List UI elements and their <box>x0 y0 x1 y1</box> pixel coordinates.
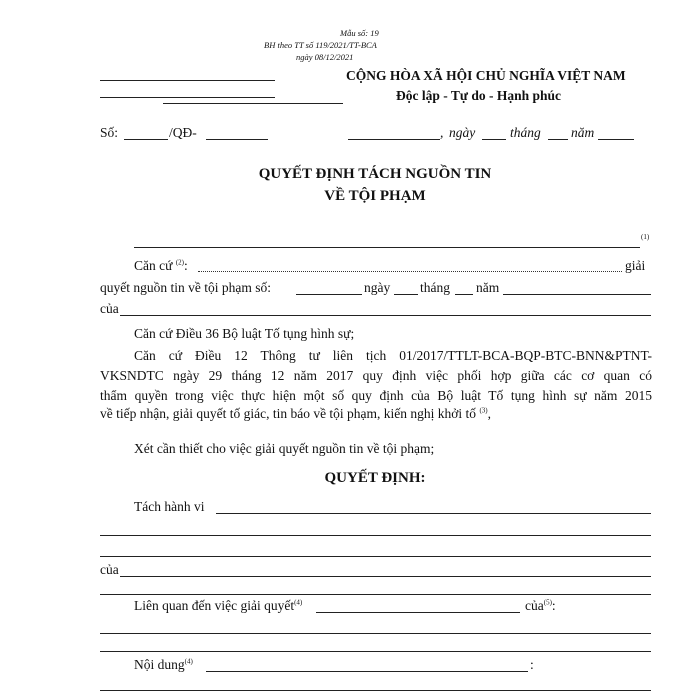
tach-hanh-vi-label: Tách hành vi <box>134 499 205 514</box>
nguon-tin-number-field[interactable] <box>296 294 362 295</box>
authority-field[interactable] <box>134 247 640 248</box>
document-title-line2: VỀ TỘI PHẠM <box>324 188 426 204</box>
decision-cua-label: của <box>100 562 119 577</box>
lien-quan-label: Liên quan đến việc giải quyết$^{(4)}$ <box>134 598 303 613</box>
nguon-tin-label: quyết nguồn tin về tội phạm số: <box>100 280 271 295</box>
giai-text: giải <box>625 258 646 273</box>
document-title-line1: QUYẾT ĐỊNH TÁCH NGUỒN TIN <box>258 166 492 182</box>
national-motto: Độc lập - Tự do - Hạnh phúc <box>396 88 562 103</box>
form-date: ngày 08/12/2021 <box>296 52 354 62</box>
nguon-tin-thang-label: tháng <box>420 280 450 295</box>
nguon-tin-day-field[interactable] <box>394 294 418 295</box>
tach-hanh-vi-field[interactable] <box>216 513 651 514</box>
agency-line-2[interactable] <box>100 97 275 98</box>
decision-cua-line-2[interactable] <box>100 594 651 595</box>
qd-label: /QĐ- <box>169 125 197 140</box>
form-number: Mẫu số: 19 <box>340 28 379 38</box>
nguon-tin-nam-label: năm <box>476 280 500 295</box>
tach-hanh-vi-line-3[interactable] <box>100 556 651 557</box>
noi-dung-colon: : <box>530 657 534 672</box>
noi-dung-field[interactable] <box>206 671 528 672</box>
paragraph-line-2: VKSNDTC ngày 29 tháng 12 năm 2017 quy định việc phối hợp giữa các cơ quan có <box>100 368 652 383</box>
ref-day-field[interactable] <box>482 139 506 140</box>
so-label: Số: <box>100 125 119 140</box>
nguon-tin-ngay-label: ngày <box>364 280 391 295</box>
decision-cua-field[interactable] <box>120 576 651 577</box>
paragraph-line-3: thẩm quyền trong việc thực hiện một số quy định của Bộ luật Tố tụng hình sự năm 2015 <box>100 388 652 403</box>
qd-code-field[interactable] <box>206 139 268 140</box>
lien-quan-line-3[interactable] <box>100 651 651 652</box>
lien-quan-line-2[interactable] <box>100 633 651 634</box>
ref-thang-label: tháng <box>510 125 541 140</box>
cua-label: của <box>100 301 119 316</box>
xet-can-thiet: Xét cần thiết cho việc giải quyết nguồn tin về tội phạm; <box>134 441 435 456</box>
nguon-tin-month-field[interactable] <box>455 294 473 295</box>
noi-dung-line-2[interactable] <box>100 690 651 691</box>
form-regulation: BH theo TT số 119/2021/TT-BCA <box>264 40 377 50</box>
can-cu-dieu-36: Căn cứ Điều 36 Bộ luật Tố tụng hình sự; <box>134 326 355 341</box>
ref-year-field[interactable] <box>598 139 634 140</box>
decision-heading: QUYẾT ĐỊNH: <box>324 470 426 486</box>
paragraph-line-4: về tiếp nhận, giải quyết tố giác, tin báo về tội phạm, kiến nghị khởi tố $^{(3)}$, <box>100 406 491 421</box>
nguon-tin-year-field[interactable] <box>503 294 651 295</box>
place-field[interactable] <box>348 139 440 140</box>
agency-underline <box>163 103 343 104</box>
can-cu-field[interactable] <box>198 271 622 272</box>
noi-dung-label: Nội dung$^{(4)}$ <box>134 657 193 672</box>
lien-quan-field[interactable] <box>316 612 520 613</box>
ref-nam-label: năm <box>571 125 595 140</box>
ref-month-field[interactable] <box>548 139 568 140</box>
nation-title: CỘNG HÒA XÃ HỘI CHỦ NGHĨA VIỆT NAM <box>346 68 626 83</box>
tach-hanh-vi-line-2[interactable] <box>100 535 651 536</box>
cua-field[interactable] <box>120 315 651 316</box>
footnote-ref-1: (1) <box>641 233 650 241</box>
ref-ngay-label: ngày <box>449 125 476 140</box>
ref-comma: , <box>440 125 444 140</box>
can-cu-label: Căn cứ $^{(2)}$: <box>134 258 188 273</box>
so-field[interactable] <box>124 139 168 140</box>
agency-line-1[interactable] <box>100 80 275 81</box>
lien-quan-cua: của$^{(5)}$: <box>525 598 556 613</box>
paragraph-line-1: Căn cứ Điều 12 Thông tư liên tịch 01/2017/TTLT-BCA-BQP-BTC-BNN&PTNT- <box>134 348 652 363</box>
